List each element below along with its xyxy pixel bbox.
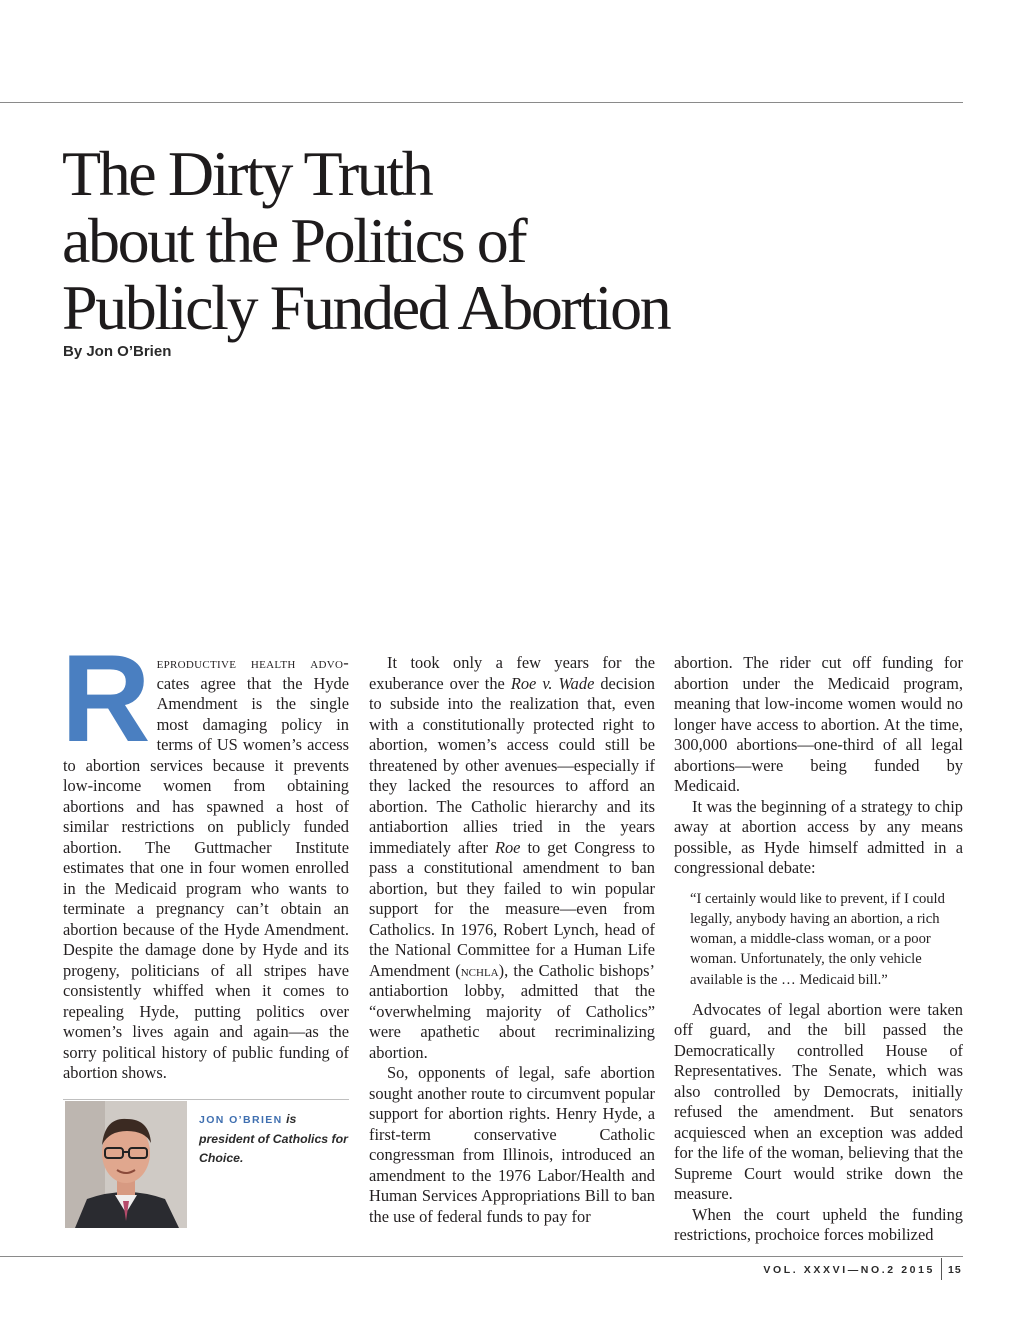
hyde-quote: “I certainly would like to prevent, if I could legally, anybody having an abortion, a rich woman, a middle-class woman, or a poor woman. Unfortunately, the only vehicle available is the … Medicaid bill.” bbox=[690, 890, 945, 988]
col2-text-d: ), the Catholic bishops’ antiabortion lobby, admitted that the “overwhelming majority of Catholics” were apathetic about recriminalizing abortion. bbox=[369, 960, 655, 1062]
col3-paragraph-3: Advocates of legal abortion were taken off guard, and the bill passed the Democratically controlled House of Representatives. The Senate, which was also controlled by Democrats, initially refused the amendment. But senators acquiesced when an exception was added for the life of the woman, believing that the Supreme Court would strike down the measure. bbox=[674, 999, 963, 1204]
col2-text-b: decision to subside into the realization that, even with a constitutionally protected right to abortion, women’s access could still be threatened by other avenues—especially if they lacked the resources to afford an abortion. The Catholic hierarchy and its antiabortion allies tried in the years immediately after bbox=[369, 673, 655, 857]
drop-cap: R bbox=[61, 630, 151, 768]
acronym-nchla: nchla bbox=[460, 960, 499, 980]
author-name: JON O’BRIEN bbox=[199, 1114, 283, 1126]
byline: By Jon O’Brien bbox=[63, 343, 172, 360]
col2-paragraph-1 bbox=[369, 653, 655, 1063]
col2-text-a: It took only a few years for the exuberance over the bbox=[369, 653, 655, 693]
col2-paragraph-2: So, opponents of legal, safe abortion sought another route to circumvent popular support for abortion rights. Henry Hyde, a first-term conservative Catholic congressman from Illinois, introduced an amendment to the 1976 Labor/Health and Human Services Appropriations Bill to ban the use of federal funds to pay for bbox=[369, 1063, 655, 1226]
lead-smallcaps: eproductive health advo- bbox=[156, 653, 349, 672]
column-2 bbox=[369, 653, 655, 1227]
page-number: 15 bbox=[948, 1264, 962, 1276]
title-line-3: Publicly Funded Abortion bbox=[62, 272, 670, 343]
title-line-1: The Dirty Truth bbox=[62, 138, 432, 209]
issue-info: VOL. XXXVI—NO.2 2015 bbox=[763, 1264, 935, 1276]
footer-separator bbox=[941, 1258, 942, 1280]
article-title bbox=[62, 140, 669, 341]
lead-text: cates agree that the Hyde Amendment is the single most damaging policy in terms of US women’s access to abortion services because it prevents low-income women from obtaining abortions and has spawned a host of similar restrictions on publicly funded abortion. The Guttmacher Institute estimates that one in four women enrolled in the Medicaid program who wants to terminate a pregnancy can’t obtain an abortion because of the Hyde Amendment. Despite the damage done by Hyde and its progeny, politicians of all stripes have consistently whiffed when it comes to repealing Hyde, putting politics over women’s lives again and again—as the sorry political history of public funding of abortion shows. bbox=[63, 673, 349, 1082]
author-photo bbox=[65, 1101, 187, 1228]
col3-paragraph-4: When the court upheld the funding restrictions, prochoice forces mobilized bbox=[674, 1204, 963, 1245]
top-rule bbox=[0, 102, 963, 103]
column-1 bbox=[61, 630, 349, 1084]
author-box-rule bbox=[63, 1099, 349, 1100]
author-bio-text: is president of Catholics for Choice. bbox=[199, 1112, 348, 1165]
bottom-rule bbox=[0, 1256, 963, 1257]
col3-paragraph-2: It was the beginning of a strategy to chip away at abortion access by any means possible, as Hyde himself admitted in a congressional debate: bbox=[674, 796, 963, 877]
author-bio bbox=[199, 1110, 349, 1168]
col2-text-c: to get Congress to pass a constitutional amendment to ban abortion, but they failed to win popular support for the measure—even from Catholics. In 1976, Robert Lynch, head of the National Committee for a Human Life Amendment ( bbox=[369, 837, 655, 980]
column-3 bbox=[674, 653, 963, 1246]
lead-paragraph bbox=[61, 630, 349, 1084]
col3-paragraph-1: abortion. The rider cut off funding for abortion under the Medicaid program, meaning that low-income women would no longer have access to abortion. At the time, 300,000 abortions—one-third of all legal abortions—were being funded by Medicaid. bbox=[674, 653, 963, 795]
title-line-2: about the Politics of bbox=[62, 205, 526, 276]
case-name-roe-v-wade: Roe v. Wade bbox=[510, 673, 595, 693]
case-name-roe: Roe bbox=[494, 837, 521, 857]
